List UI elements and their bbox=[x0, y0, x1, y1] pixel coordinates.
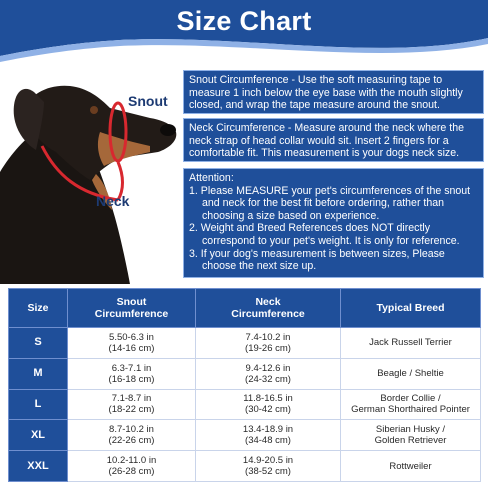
neck-instructions: Neck Circumference - Measure around the neck where the neck strap of head collar would sit. Insert 2 fingers for a comfortable fit. This measurement is your dogs neck size. bbox=[183, 118, 484, 162]
neck-in: 13.4-18.9 in bbox=[242, 424, 294, 436]
neck-in: 11.8-16.5 in bbox=[243, 393, 293, 405]
attention-list bbox=[189, 185, 478, 273]
table-row bbox=[9, 451, 481, 482]
breed-cell bbox=[341, 328, 481, 359]
breed-cell bbox=[341, 420, 481, 451]
table-header-row bbox=[9, 289, 481, 328]
attention-item: 3. If your dog's measurement is between sizes, Please choose the next size up. bbox=[189, 247, 445, 273]
snout-instructions: Snout Circumference - Use the soft measuring tape to measure 1 inch below the eye base with the mouth slightly closed, and wrap the tape measure around the snout. bbox=[183, 70, 484, 114]
header-neck-line1: Neck bbox=[255, 296, 281, 308]
size-table bbox=[8, 288, 481, 482]
breed-cell bbox=[341, 358, 481, 389]
neck-cell bbox=[196, 389, 341, 420]
size-cell: S bbox=[9, 328, 68, 359]
snout-cell bbox=[68, 358, 196, 389]
header-size: Size bbox=[9, 289, 68, 328]
snout-cell bbox=[68, 451, 196, 482]
dog-measurement-diagram bbox=[0, 62, 182, 284]
header-neck bbox=[196, 289, 341, 328]
neck-cell bbox=[196, 358, 341, 389]
neck-label: Neck bbox=[96, 193, 130, 209]
header-snout-line1: Snout bbox=[116, 296, 147, 308]
table-row bbox=[9, 328, 481, 359]
breed-line1: Siberian Husky / bbox=[375, 424, 446, 436]
snout-cell bbox=[68, 328, 196, 359]
attention-item: 2. Weight and Breed References does NOT directly correspond to your pet's weight. It is only for reference. bbox=[189, 222, 460, 247]
breed-cell bbox=[341, 451, 481, 482]
neck-in: 9.4-12.6 in bbox=[245, 362, 291, 374]
attention-box bbox=[183, 168, 484, 278]
size-cell: XXL bbox=[9, 451, 68, 482]
header-neck-line2: Circumference bbox=[231, 308, 305, 320]
page-title: Size Chart bbox=[176, 6, 312, 36]
attention-title: Attention: bbox=[189, 172, 234, 184]
size-cell: M bbox=[9, 358, 68, 389]
snout-cell bbox=[68, 420, 196, 451]
neck-cm: (19-26 cm) bbox=[245, 342, 291, 354]
table-row bbox=[9, 358, 481, 389]
neck-cell bbox=[196, 451, 341, 482]
snout-cm: (16-18 cm) bbox=[108, 373, 155, 385]
breed-line1: Jack Russell Terrier bbox=[369, 337, 452, 349]
neck-cell bbox=[196, 420, 341, 451]
breed-line2: Golden Retriever bbox=[374, 435, 447, 447]
snout-cm: (18-22 cm) bbox=[108, 404, 155, 416]
neck-cm: (38-52 cm) bbox=[245, 466, 291, 478]
table-row bbox=[9, 389, 481, 420]
neck-cm: (30-42 cm) bbox=[245, 404, 291, 416]
neck-cm: (24-32 cm) bbox=[245, 373, 291, 385]
snout-in: 8.7-10.2 in bbox=[109, 424, 154, 436]
size-cell: L bbox=[9, 389, 68, 420]
snout-cm: (22-26 cm) bbox=[108, 435, 155, 447]
breed-cell bbox=[341, 389, 481, 420]
attention-item: 1. Please MEASURE your pet's circumferences of the snout and neck for the best fit before ordering, rather than choosing a size based on experience. bbox=[189, 184, 471, 222]
neck-cell bbox=[196, 328, 341, 359]
snout-in: 5.50-6.3 in bbox=[109, 331, 154, 343]
size-cell: XL bbox=[9, 420, 68, 451]
snout-cell bbox=[68, 389, 196, 420]
snout-cm: (14-16 cm) bbox=[108, 342, 155, 354]
breed-line1: Beagle / Sheltie bbox=[377, 368, 444, 380]
snout-cm: (26-28 cm) bbox=[108, 466, 155, 478]
breed-line1: Rottweiler bbox=[389, 460, 432, 472]
neck-cm: (34-48 cm) bbox=[245, 435, 291, 447]
snout-in: 10.2-11.0 in bbox=[106, 455, 157, 467]
title-banner bbox=[0, 0, 488, 62]
table-row bbox=[9, 420, 481, 451]
header-snout-line2: Circumference bbox=[94, 308, 169, 320]
snout-in: 7.1-8.7 in bbox=[111, 393, 152, 405]
breed-line2: German Shorthaired Pointer bbox=[351, 404, 470, 416]
header-snout bbox=[68, 289, 196, 328]
breed-line1: Border Collie / bbox=[380, 393, 441, 405]
snout-in: 6.3-7.1 in bbox=[111, 362, 152, 374]
header-breed: Typical Breed bbox=[341, 289, 481, 328]
neck-in: 14.9-20.5 in bbox=[242, 455, 294, 467]
neck-in: 7.4-10.2 in bbox=[245, 331, 291, 343]
snout-label: Snout bbox=[128, 93, 168, 109]
